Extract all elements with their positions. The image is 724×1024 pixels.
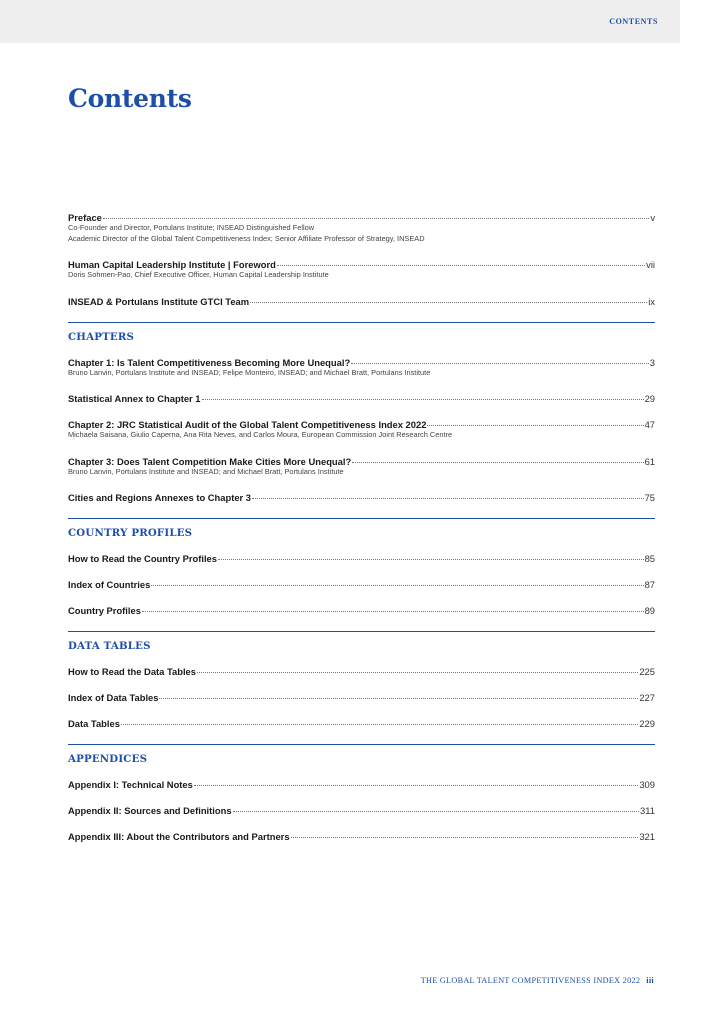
toc-entry-title[interactable]: Index of Data Tables	[68, 692, 159, 703]
dot-leader	[194, 785, 638, 786]
toc-entry-line[interactable]	[68, 456, 655, 467]
toc-entry[interactable]	[68, 456, 655, 478]
table-of-contents	[68, 212, 655, 857]
toc-entry-line[interactable]	[68, 718, 655, 729]
dot-leader	[159, 698, 638, 699]
toc-entry-author-line: Bruno Lanvin, Portulans Institute and INSEAD; Felipe Monteiro, INSEAD; and Michael Bratt, Portulans Institute	[68, 367, 431, 377]
dot-leader	[151, 585, 643, 586]
toc-entry-line[interactable]	[68, 692, 655, 703]
toc-page-number: 225	[639, 666, 655, 677]
toc-entry-author-line: Academic Director of the Global Talent Competitiveness Index; Senior Affiliate Professor of Strategy, INSEAD	[68, 233, 425, 243]
toc-entry-line[interactable]	[68, 553, 655, 564]
toc-entry-title[interactable]: Cities and Regions Annexes to Chapter 3	[68, 492, 252, 503]
dot-leader	[277, 265, 645, 266]
dot-leader	[202, 399, 644, 400]
toc-page-number: 85	[644, 553, 655, 564]
toc-page-number: 311	[640, 805, 655, 816]
toc-entry[interactable]	[68, 579, 655, 590]
toc-entry[interactable]	[68, 393, 655, 404]
toc-entry[interactable]	[68, 805, 655, 816]
toc-entry-title[interactable]: Chapter 2: JRC Statistical Audit of the Global Talent Competitiveness Index 2022	[68, 419, 427, 430]
toc-page-number: 29	[644, 393, 655, 404]
toc-entry[interactable]	[68, 419, 655, 441]
toc-page-number: 61	[644, 455, 655, 467]
toc-page-number: 47	[644, 419, 655, 430]
dot-leader	[233, 811, 639, 812]
toc-page-number: 75	[644, 492, 655, 503]
dot-leader	[197, 672, 638, 673]
toc-page-number: 87	[644, 579, 655, 590]
toc-entry[interactable]	[68, 492, 655, 503]
toc-entry-title[interactable]: Index of Countries	[68, 579, 151, 590]
toc-entry-title[interactable]: INSEAD & Portulans Institute GTCI Team	[68, 295, 250, 307]
toc-entry-title[interactable]: Chapter 1: Is Talent Competitiveness Becoming More Unequal?	[68, 356, 351, 368]
toc-entry-title[interactable]: Data Tables	[68, 718, 120, 729]
toc-entry[interactable]	[68, 605, 655, 616]
toc-entry-line[interactable]	[68, 779, 655, 790]
toc-entry-title[interactable]: Country Profiles	[68, 605, 141, 616]
toc-page-number: 229	[639, 718, 655, 729]
dot-leader	[250, 302, 647, 303]
toc-page-number: vii	[646, 259, 655, 270]
toc-page-number: 321	[639, 831, 655, 842]
toc-entry-title[interactable]: Statistical Annex to Chapter 1	[68, 393, 201, 404]
toc-entry-line[interactable]	[68, 419, 655, 430]
toc-section	[68, 744, 655, 842]
section-divider	[68, 322, 655, 323]
toc-entry-line[interactable]	[68, 666, 655, 677]
dot-leader	[427, 425, 643, 426]
toc-page-number: 89	[644, 605, 655, 616]
toc-section	[68, 518, 655, 616]
dot-leader	[103, 218, 649, 219]
toc-entry-title[interactable]: Appendix III: About the Contributors and Partners	[68, 831, 290, 842]
toc-entry-title[interactable]: Appendix I: Technical Notes	[68, 779, 193, 790]
header-section-label: CONTENTS	[609, 17, 658, 26]
toc-page-number: 3	[649, 356, 655, 368]
dot-leader	[291, 837, 639, 838]
toc-entry-line[interactable]	[68, 492, 655, 503]
toc-section	[68, 631, 655, 729]
toc-entry[interactable]	[68, 259, 655, 281]
toc-entry[interactable]	[68, 779, 655, 790]
toc-intro-group	[68, 212, 655, 307]
toc-entry-title[interactable]: Chapter 3: Does Talent Competition Make Cities More Unequal?	[68, 455, 352, 467]
toc-entry-line[interactable]	[68, 259, 655, 270]
dot-leader	[142, 611, 644, 612]
section-divider	[68, 631, 655, 632]
toc-entry-line[interactable]	[68, 393, 655, 404]
footer-page-number: iii	[646, 976, 654, 985]
toc-sections	[68, 322, 655, 843]
dot-leader	[121, 724, 638, 725]
section-divider	[68, 744, 655, 745]
toc-entry-line[interactable]	[68, 296, 655, 307]
toc-entry-author-line: Doris Sohmen-Pao, Chief Executive Officer, Human Capital Leadership Institute	[68, 270, 329, 279]
toc-entry[interactable]	[68, 212, 655, 244]
toc-entry-author-line: Co-Founder and Director, Portulans Institute; INSEAD Distinguished Fellow	[68, 223, 315, 232]
toc-entry-line[interactable]	[68, 605, 655, 616]
toc-entry[interactable]	[68, 692, 655, 703]
toc-entry-title[interactable]: Human Capital Leadership Institute | Foreword	[68, 259, 276, 270]
section-heading: DATA TABLES	[68, 640, 151, 652]
toc-entry-line[interactable]	[68, 805, 655, 816]
section-heading: COUNTRY PROFILES	[68, 527, 193, 539]
toc-page-number: v	[650, 212, 655, 223]
dot-leader	[351, 363, 649, 364]
toc-page-number: 309	[639, 779, 655, 790]
page-footer	[421, 976, 654, 985]
section-divider	[68, 518, 655, 519]
toc-entry-line[interactable]	[68, 831, 655, 842]
toc-entry[interactable]	[68, 357, 655, 379]
toc-entry-author-line: Michaela Saisana, Giulio Caperna, Ana Rita Neves, and Carlos Moura, European Commission Joint Research Centre	[68, 430, 453, 439]
toc-entry-line[interactable]	[68, 212, 655, 223]
toc-entry-title[interactable]: Appendix II: Sources and Definitions	[68, 805, 232, 816]
toc-entry-author-line: Bruno Lanvin, Portulans Institute and INSEAD; and Michael Bratt, Portulans Institute	[68, 466, 344, 476]
footer-publication-title: THE GLOBAL TALENT COMPETITIVENESS INDEX 2022	[420, 976, 641, 985]
toc-entry[interactable]	[68, 666, 655, 677]
toc-page-number: 227	[639, 692, 655, 703]
toc-entry[interactable]	[68, 553, 655, 564]
dot-leader	[218, 559, 644, 560]
toc-section	[68, 322, 655, 504]
toc-entry[interactable]	[68, 296, 655, 307]
toc-entry-line[interactable]	[68, 579, 655, 590]
toc-entry-line[interactable]	[68, 357, 655, 368]
section-heading: APPENDICES	[68, 753, 148, 765]
toc-entry-title[interactable]: How to Read the Data Tables	[68, 666, 196, 677]
toc-entry[interactable]	[68, 718, 655, 729]
toc-entry[interactable]	[68, 831, 655, 842]
page-title: Contents	[68, 84, 192, 113]
dot-leader	[352, 462, 643, 463]
toc-entry-title[interactable]: Preface	[68, 212, 102, 223]
toc-entry-title[interactable]: How to Read the Country Profiles	[68, 553, 217, 564]
dot-leader	[252, 498, 644, 499]
toc-page-number: ix	[648, 295, 655, 307]
header-band	[0, 0, 680, 43]
section-heading: CHAPTERS	[68, 330, 135, 343]
